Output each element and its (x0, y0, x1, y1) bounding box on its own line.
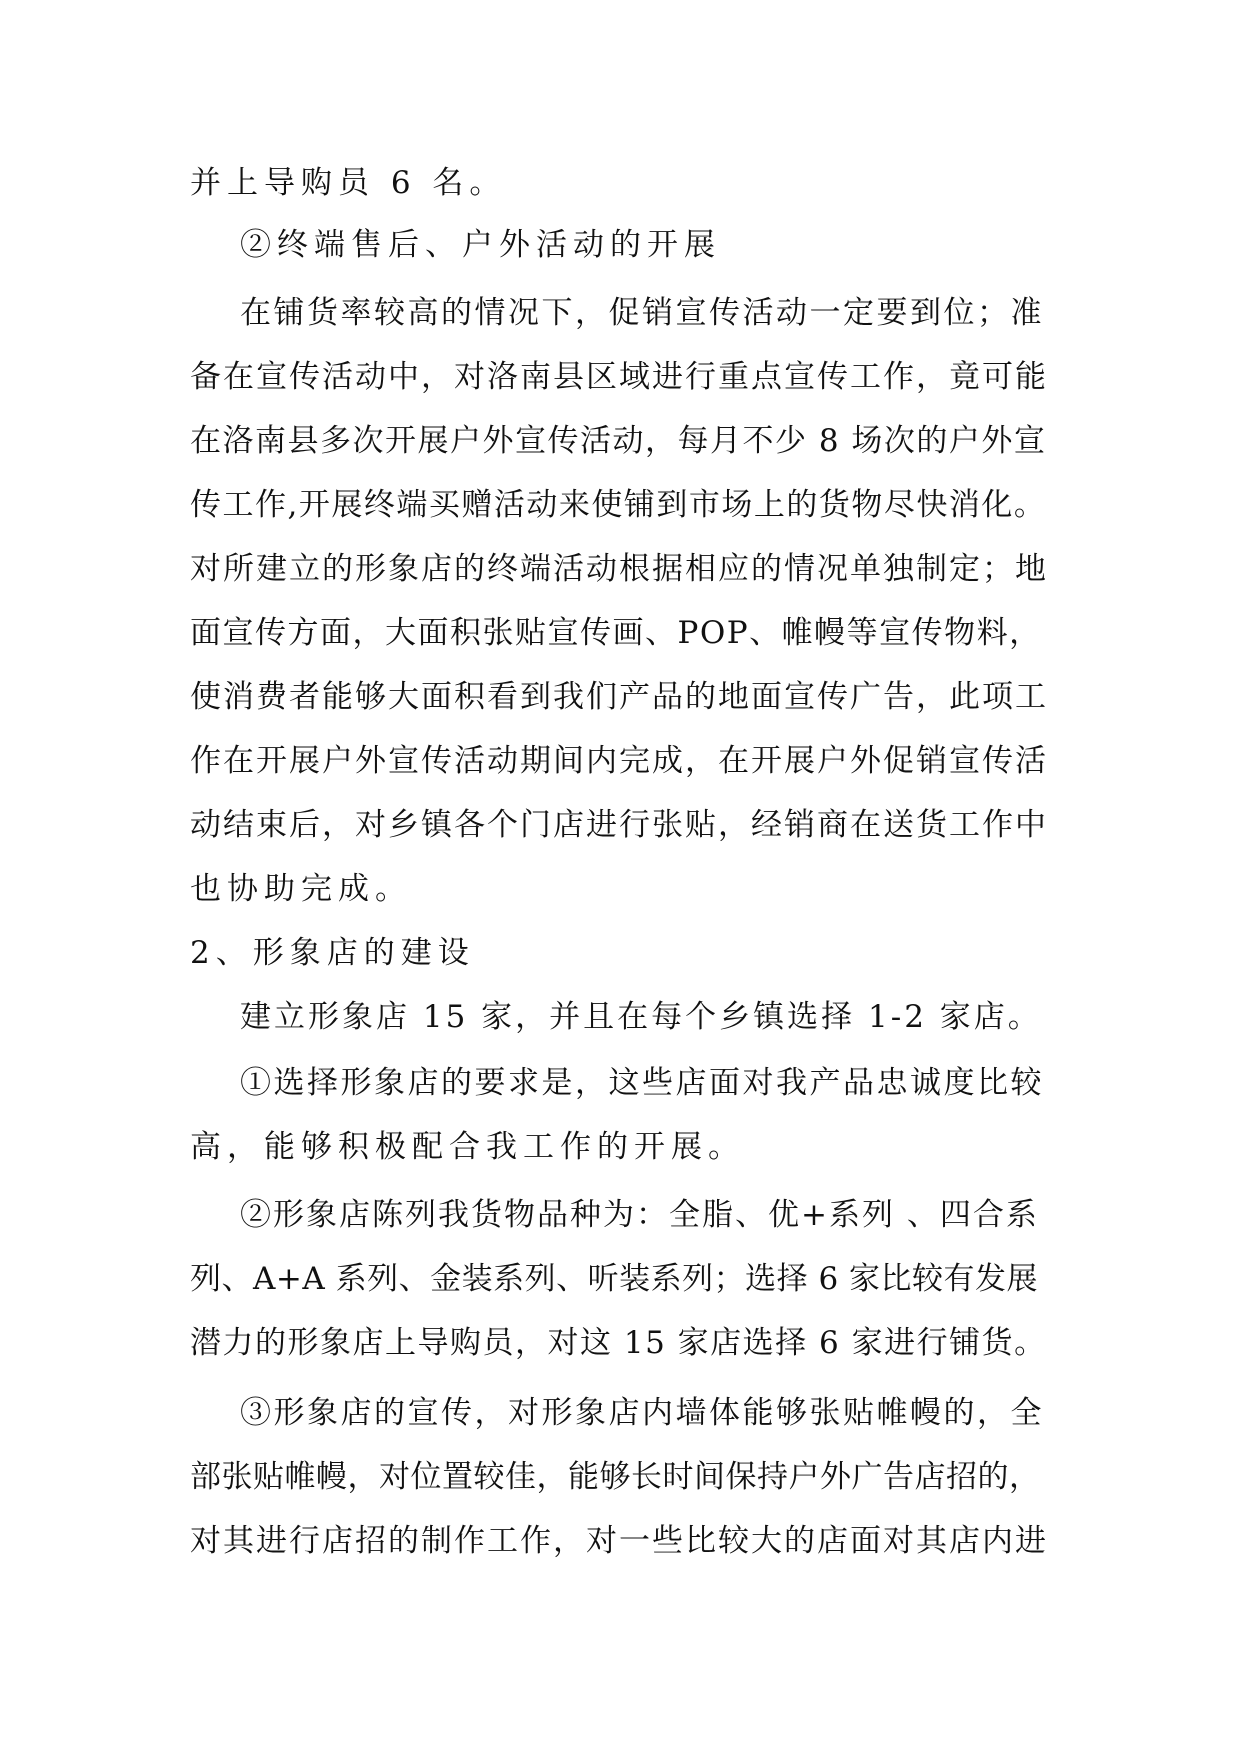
text-line-content: 对所建立的形象店的终端活动根据相应的情况单独制定；地 (190, 551, 1048, 587)
text-line-content: ③形象店的宣传，对形象店内墙体能够张贴帷幔的，全 (240, 1395, 1044, 1431)
text-line (0, 352, 1241, 402)
text-line-content: 建立形象店 15 家，并且在每个乡镇选择 1-2 家店。 (240, 999, 1042, 1035)
text-line-content: 部张贴帷幔，对位置较佳，能够长时间保持户外广告店招的， (190, 1459, 1041, 1495)
text-line (0, 1516, 1241, 1566)
text-line-content: 列、A+A 系列、金装系列、听装系列；选择 6 家比较有发展 (190, 1261, 1039, 1297)
text-line-content: 传工作,开展终端买赠活动来使铺到市场上的货物尽快消化。 (190, 487, 1047, 523)
text-line-content: 作在开展户外宣传活动期间内完成，在开展户外促销宣传活 (190, 743, 1048, 779)
paragraph-first-line (0, 1388, 1241, 1438)
text-line-content: 也协助完成。 (190, 871, 412, 907)
text-line (0, 1452, 1241, 1502)
text-line (0, 864, 1241, 914)
text-line-content: ①选择形象店的要求是，这些店面对我产品忠诚度比较 (240, 1065, 1044, 1101)
text-line-content: ②形象店陈列我货物品种为：全脂、优+系列 、四合系 (240, 1197, 1039, 1233)
paragraph-first-line (0, 1190, 1241, 1240)
text-line (0, 672, 1241, 722)
subheading (0, 220, 1241, 270)
text-line (0, 1122, 1241, 1172)
text-line-content: 备在宣传活动中，对洛南县区域进行重点宣传工作，竟可能 (190, 359, 1048, 395)
text-line (0, 1318, 1241, 1368)
text-line-content: ②终端售后、户外活动的开展 (240, 227, 721, 263)
paragraph-first-line (0, 1058, 1241, 1108)
text-line-content: 并上导购员 6 名。 (190, 165, 507, 201)
text-line-content: 高，能够积极配合我工作的开展。 (190, 1129, 745, 1165)
text-line (0, 608, 1241, 658)
text-line-content: 面宣传方面，大面积张贴宣传画、POP、帷幔等宣传物料， (190, 615, 1042, 651)
text-line-content: 2、形象店的建设 (190, 935, 475, 971)
text-line (0, 736, 1241, 786)
text-line (0, 800, 1241, 850)
text-line-content: 在铺货率较高的情况下，促销宣传活动一定要到位；准 (240, 295, 1044, 331)
text-line (0, 158, 1241, 208)
text-line (0, 1254, 1241, 1304)
text-line-content: 使消费者能够大面积看到我们产品的地面宣传广告，此项工 (190, 679, 1048, 715)
text-line-content: 在洛南县多次开展户外宣传活动，每月不少 8 场次的户外宣 (190, 423, 1047, 459)
text-line (0, 480, 1241, 530)
text-line-content: 动结束后，对乡镇各个门店进行张贴，经销商在送货工作中 (190, 807, 1048, 843)
text-line-content: 潜力的形象店上导购员，对这 15 家店选择 6 家进行铺货。 (190, 1325, 1047, 1361)
paragraph-first-line (0, 288, 1241, 338)
text-line (0, 416, 1241, 466)
section-heading (0, 928, 1241, 978)
paragraph-first-line (0, 992, 1241, 1042)
text-line-content: 对其进行店招的制作工作，对一些比较大的店面对其店内进 (190, 1523, 1048, 1559)
text-line (0, 544, 1241, 594)
